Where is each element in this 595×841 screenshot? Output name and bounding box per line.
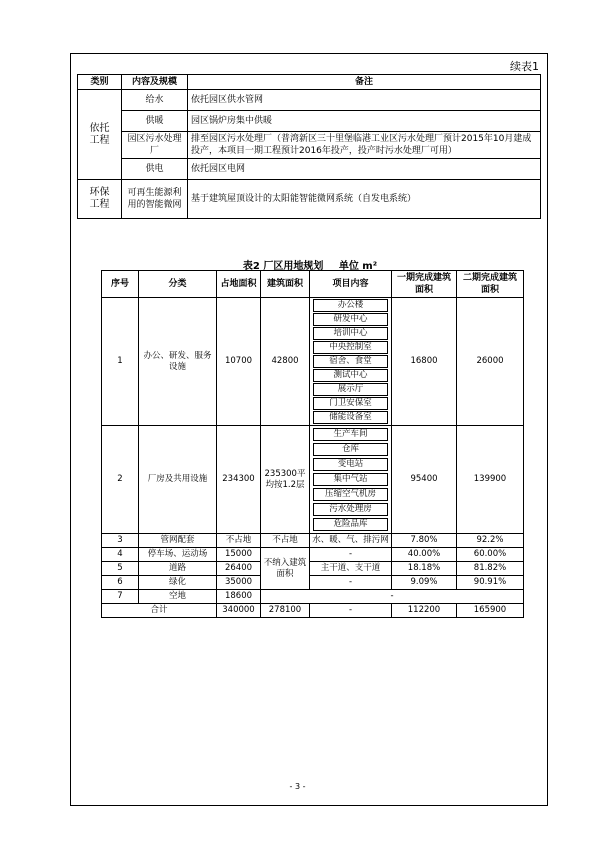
header-cell: 二期完成建筑面积 — [457, 271, 524, 298]
phase1-cell: 9.09% — [392, 576, 457, 590]
item-cell: 园区污水处理厂 — [122, 132, 188, 159]
table-row — [102, 590, 524, 604]
table-row — [78, 132, 541, 159]
caption-title: 表2 厂区用地规划 — [242, 261, 324, 272]
content-list — [310, 298, 392, 426]
phase2-cell: 139900 — [457, 426, 524, 534]
item-cell: 供暖 — [122, 111, 188, 132]
header-cell: 一期完成建筑面积 — [392, 271, 457, 298]
category-cell: 停车场、运动场 — [139, 548, 217, 562]
item-cell: 可再生能源利用的智能微网 — [122, 180, 188, 219]
page-number: - 3 - — [289, 782, 306, 791]
no-cell: 4 — [102, 548, 139, 562]
build-cell: 不占地 — [261, 534, 310, 548]
category-cell: 环保 工程 — [78, 180, 122, 219]
phase1-cell: 7.80% — [392, 534, 457, 548]
table-row — [78, 180, 541, 219]
no-cell: 3 — [102, 534, 139, 548]
list-item: 培训中心 — [313, 327, 388, 340]
note-cell: 排至园区污水处理厂（普湾新区三十里堡临港工业区污水处理厂预计2015年10月建成投产，本项目一期工程预计2016年投产，投产时污水处理厂可用） — [188, 132, 541, 159]
list-item: 办公楼 — [313, 299, 388, 312]
note-cell: 依托园区供水管网 — [188, 90, 541, 111]
total-phase2: 165900 — [457, 604, 524, 618]
list-item: 研发中心 — [313, 313, 388, 326]
list-item: 展示厅 — [313, 383, 388, 396]
content-cell: 水、暖、气、排污网 — [310, 534, 392, 548]
merged-build-cell: 不纳入建筑面积 — [261, 548, 310, 590]
phase2-cell: 26000 — [457, 298, 524, 426]
list-item: 压缩空气机房 — [313, 488, 388, 501]
header-cell: 分类 — [139, 271, 217, 298]
no-cell: 5 — [102, 562, 139, 576]
header-cell: 备注 — [188, 75, 541, 90]
table-row — [102, 298, 524, 426]
note-cell: 依托园区电网 — [188, 159, 541, 180]
phase2-cell: 92.2% — [457, 534, 524, 548]
list-item: 污水处理房 — [313, 503, 388, 516]
land-cell: 234300 — [217, 426, 261, 534]
land-cell: 10700 — [217, 298, 261, 426]
land-cell: 35000 — [217, 576, 261, 590]
table-row — [102, 426, 524, 534]
merged-phase-cell: - — [261, 590, 524, 604]
table-header-row — [78, 75, 541, 90]
category-cell: 绿化 — [139, 576, 217, 590]
header-cell: 占地面积 — [217, 271, 261, 298]
phase1-cell: 18.18% — [392, 562, 457, 576]
phase1-cell: 95400 — [392, 426, 457, 534]
list-item: 测试中心 — [313, 369, 388, 382]
category-cell: 办公、研发、服务设施 — [139, 298, 217, 426]
list-item: 中央控制室 — [313, 341, 388, 354]
total-phase1: 112200 — [392, 604, 457, 618]
category-cell: 管网配套 — [139, 534, 217, 548]
no-cell: 1 — [102, 298, 139, 426]
category-cell: 道路 — [139, 562, 217, 576]
phase1-cell: 16800 — [392, 298, 457, 426]
content-cell: - — [310, 548, 392, 562]
header-cell: 项目内容 — [310, 271, 392, 298]
no-cell: 6 — [102, 576, 139, 590]
phase1-cell: 40.00% — [392, 548, 457, 562]
land-cell: 不占地 — [217, 534, 261, 548]
total-land: 340000 — [217, 604, 261, 618]
build-cell: 42800 — [261, 298, 310, 426]
phase2-cell: 81.82% — [457, 562, 524, 576]
table-row — [78, 90, 541, 111]
table-row — [78, 111, 541, 132]
header-cell: 内容及规模 — [122, 75, 188, 90]
content-list — [310, 426, 392, 534]
category-cell: 空地 — [139, 590, 217, 604]
no-cell: 2 — [102, 426, 139, 534]
no-cell: 7 — [102, 590, 139, 604]
content-cell: 主干道、支干道 — [310, 562, 392, 576]
land-cell: 26400 — [217, 562, 261, 576]
table-row — [102, 548, 524, 562]
item-cell: 给水 — [122, 90, 188, 111]
note-cell: 园区锅炉房集中供暖 — [188, 111, 541, 132]
category-cell: 厂房及共用设施 — [139, 426, 217, 534]
land-cell: 15000 — [217, 548, 261, 562]
list-item: 储能设备室 — [313, 411, 388, 424]
phase2-cell: 90.91% — [457, 576, 524, 590]
list-item: 变电站 — [313, 458, 388, 471]
table-row — [102, 562, 524, 576]
list-item: 集中气站 — [313, 473, 388, 486]
list-item: 宿舍、食堂 — [313, 355, 388, 368]
engineering-table — [77, 74, 541, 219]
land-use-table — [101, 270, 524, 618]
list-item: 门卫安保室 — [313, 397, 388, 410]
continued-label: 续表1 — [510, 60, 539, 73]
list-item: 生产车间 — [313, 428, 388, 441]
phase2-cell: 60.00% — [457, 548, 524, 562]
total-row — [102, 604, 524, 618]
category-cell: 依托 工程 — [78, 90, 122, 180]
header-cell: 序号 — [102, 271, 139, 298]
note-cell: 基于建筑屋顶设计的太阳能智能微网系统（自发电系统） — [188, 180, 541, 219]
total-label: 合计 — [102, 604, 217, 618]
table-row — [102, 576, 524, 590]
land-cell: 18600 — [217, 590, 261, 604]
total-content: - — [310, 604, 392, 618]
build-cell: 235300平均按1.2层 — [261, 426, 310, 534]
total-build: 278100 — [261, 604, 310, 618]
table-header-row — [102, 271, 524, 298]
table-row — [78, 159, 541, 180]
content-cell: - — [310, 576, 392, 590]
page-frame — [70, 53, 548, 806]
list-item: 仓库 — [313, 443, 388, 456]
table-row — [102, 534, 524, 548]
caption-unit: 单位 m² — [338, 261, 378, 272]
list-item: 危险品库 — [313, 518, 388, 531]
item-cell: 供电 — [122, 159, 188, 180]
header-cell: 类别 — [78, 75, 122, 90]
header-cell: 建筑面积 — [261, 271, 310, 298]
